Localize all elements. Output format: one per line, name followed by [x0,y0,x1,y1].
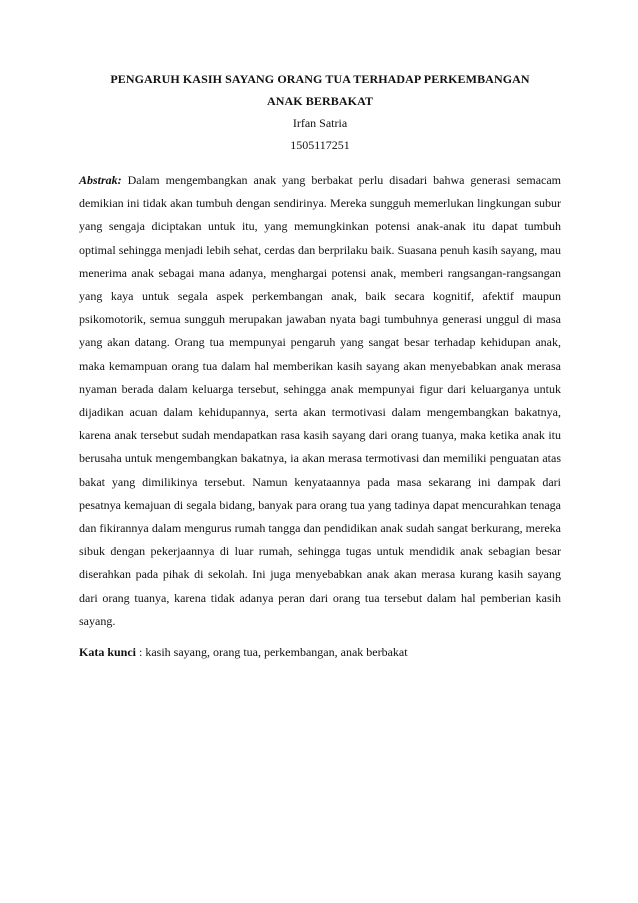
keywords-label: Kata kunci [79,645,137,660]
title-line-2: ANAK BERBAKAT [266,94,374,108]
paper-title [79,68,561,112]
author-name: Irfan Satria [292,116,348,130]
keywords-text: : kasih sayang, orang tua, perkembangan, anak berbakat [139,645,408,660]
abstract-text: Dalam mengembangkan anak yang berbakat perlu disadari bahwa generasi semacam demikian ini tidak akan tumbuh dengan sendirinya. Mereka sungguh memerlukan lingkungan subur yang sengaja diciptakan untuk itu, yang memungkinkan potensi anak-anak itu dapat tumbuh optimal sehingga menjadi lebih sehat, cerdas dan berprilaku baik. Suasana penuh kasih sayang, mau menerima anak sebagai mana adanya, menghargai potensi anak, memberi rangsangan-rangsangan yang kaya untuk segala aspek perkembangan anak, baik secara kognitif, afektif maupun psikomotorik, semua sungguh merupakan jawaban nyata bagi tumbuhnya generasi unggul di masa yang akan datang. Orang tua mempunyai pengaruh yang sangat besar terhadap kehidupan anak, maka kemampuan orang tua dalam hal memberikan kasih sayang akan menyebabkan anak merasa nyaman berada dalam keluarga tersebut, sehingga anak mempunyai figur dari keluarganya untuk dijadikan acuan dalam kehidupannya, serta akan termotivasi dalam mengembangkan bakatnya, karena anak tersebut sudah mendapatkan rasa kasih sayang dari orang tuanya, maka ketika anak itu berusaha untuk mengembangkan bakatnya, ia akan merasa termotivasi dan memiliki penguatan atas bakat yang dimilikinya tersebut. Namun kenyataannya pada masa sekarang ini dampak dari pesatnya kemajuan di segala bidang, banyak para orang tua yang tadinya dapat mencurahkan tenaga dan fikirannya dalam mengurus rumah tangga dan pendidikan anak sudah sangat berkurang, mereka sibuk dengan pekerjaannya di luar rumah, sehingga tugas untuk mendidik anak sebagian besar diserahkan pada pihak di sekolah. Ini juga menyebabkan anak akan merasa kurang kasih sayang dari orang tuanya, karena tidak adanya peran dari orang tua tersebut dalam hal pemberian kasih sayang. [79,173,562,628]
paper-page [79,68,561,664]
keywords-line [79,641,561,664]
title-line-1: PENGARUH KASIH SAYANG ORANG TUA TERHADAP PERKEMBANGAN [110,72,530,86]
student-id: 1505117251 [290,138,350,152]
abstract-label: Abstrak: [79,173,122,187]
abstract-paragraph [79,169,561,633]
